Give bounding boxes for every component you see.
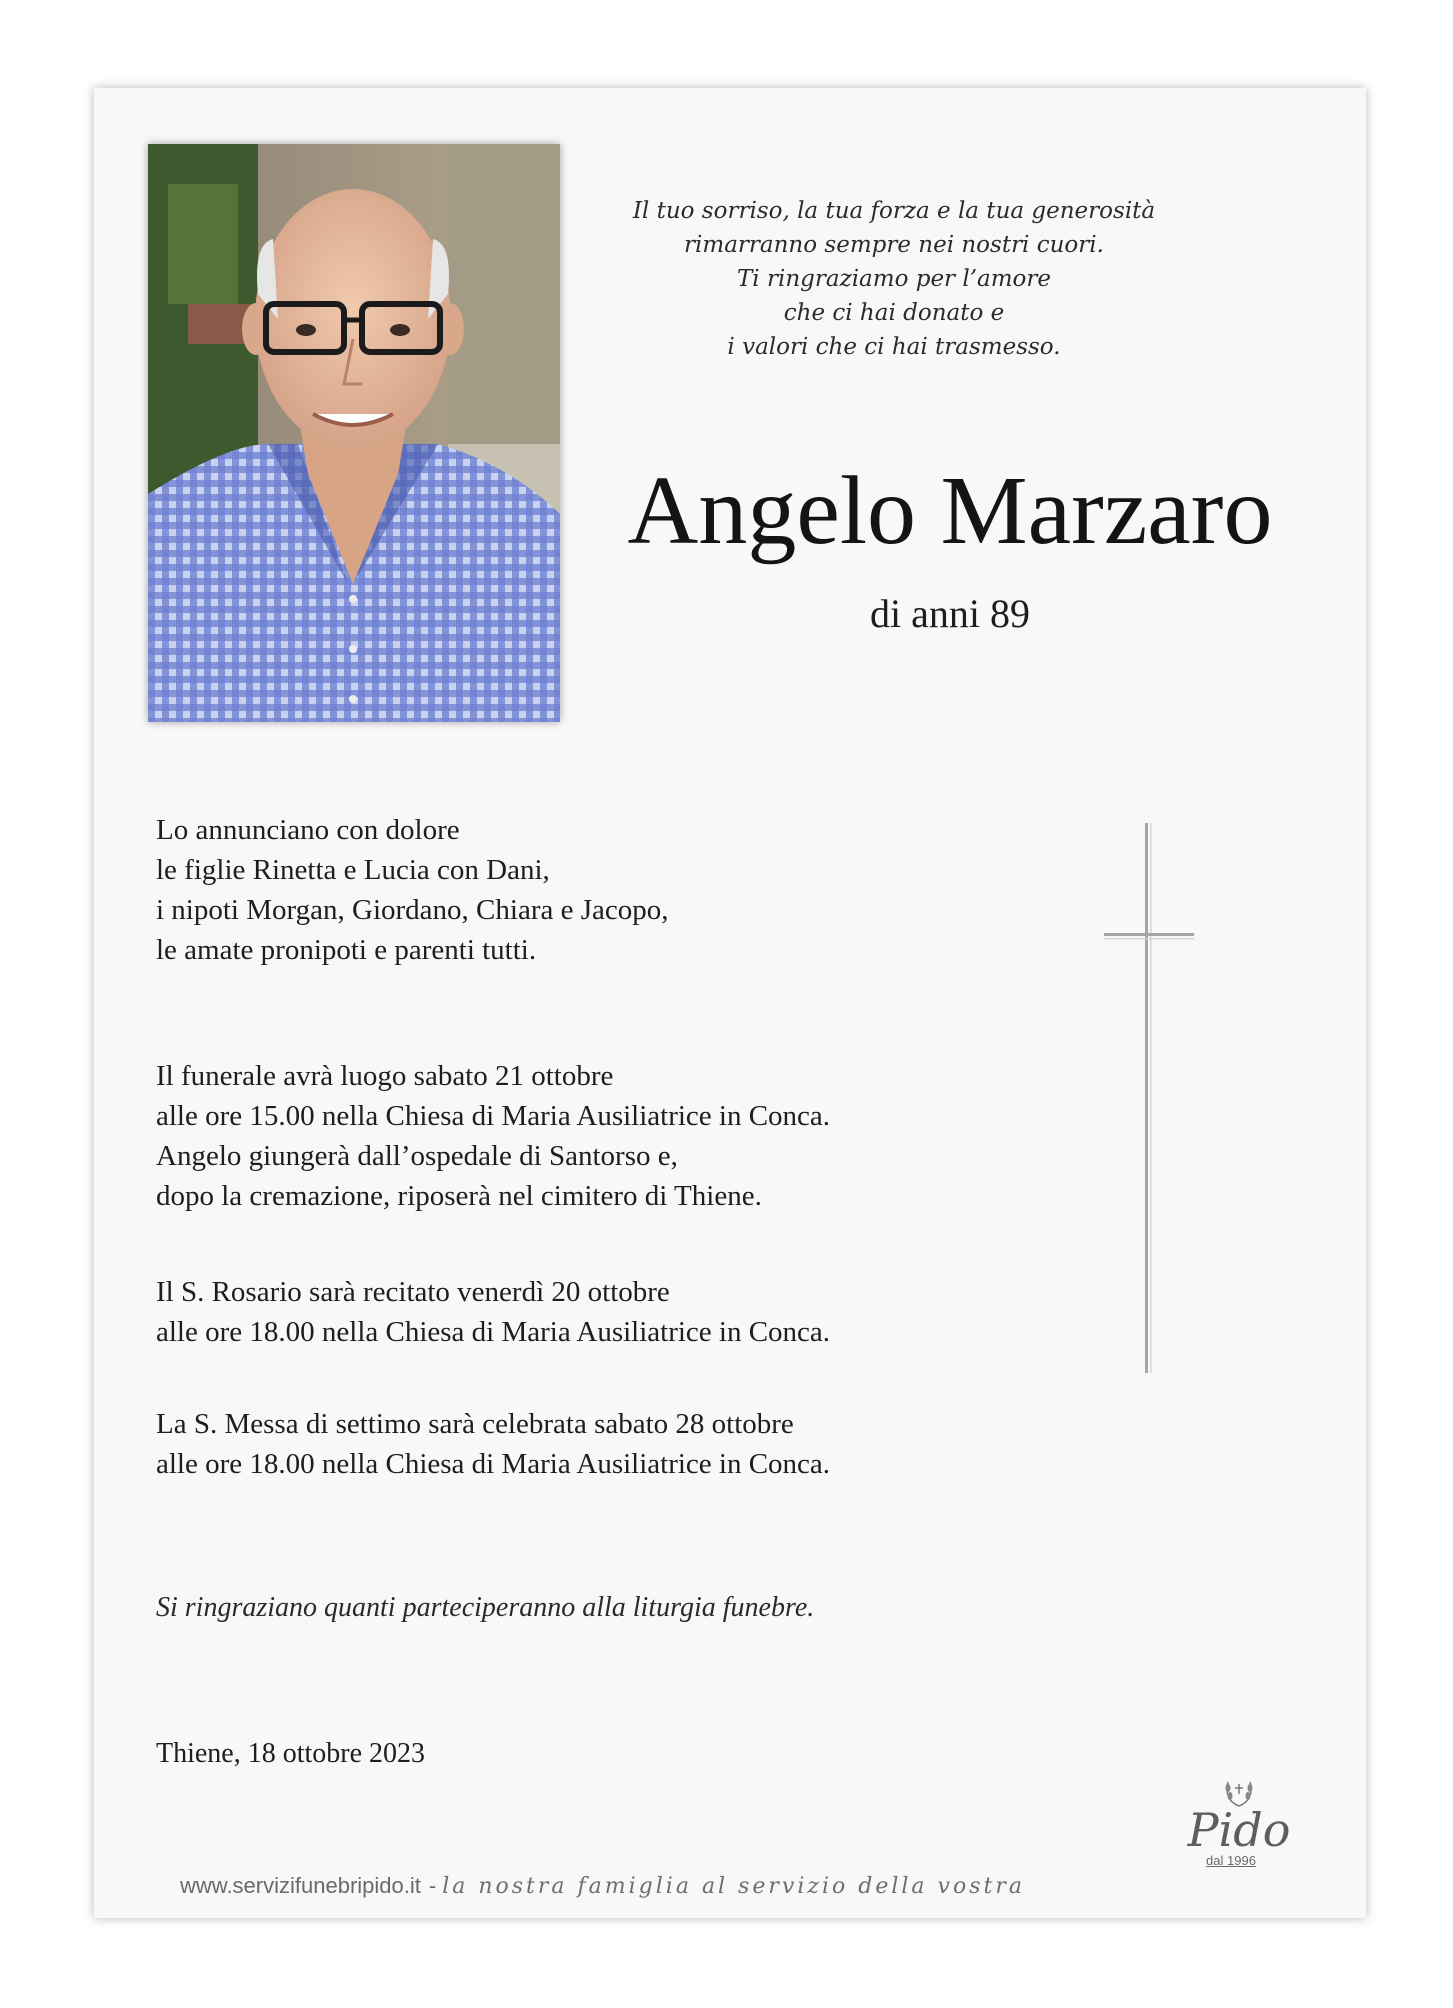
cross-icon — [1104, 823, 1194, 1373]
rosary-paragraph — [156, 1272, 830, 1352]
deceased-name: Angelo Marzaro — [627, 457, 1273, 565]
portrait-image — [148, 144, 560, 722]
verse-line: i valori che ci hai trasmesso. — [727, 334, 1061, 360]
memorial-verse — [594, 194, 1194, 364]
funeral-line: Angelo giungerà dall’ospedale di Santorso e, — [156, 1140, 678, 1172]
mass-line: La S. Messa di settimo sarà celebrata sabato 28 ottobre — [156, 1408, 794, 1440]
mass-line: alle ore 18.00 nella Chiesa di Maria Ausiliatrice in Conca. — [156, 1448, 831, 1480]
footer-separator: - — [428, 1873, 437, 1898]
mass-paragraph — [156, 1404, 830, 1484]
logo-since: dal 1996 — [1206, 1853, 1256, 1868]
verse-line: che ci hai donato e — [783, 300, 1005, 326]
thanks-note: Si ringraziano quanti parteciperanno alla liturgia funebre. — [156, 1592, 815, 1623]
funeral-line: alle ore 15.00 nella Chiesa di Maria Ausiliatrice in Conca. — [156, 1100, 831, 1132]
footer — [180, 1868, 1025, 1905]
announcement-line: Lo annunciano con dolore — [156, 814, 460, 846]
company-logo — [1174, 1778, 1304, 1888]
verse-line: Ti ringraziamo per l’amore — [736, 266, 1052, 292]
announcement-line: le amate pronipoti e parenti tutti. — [156, 934, 537, 966]
funeral-paragraph — [156, 1056, 830, 1216]
obituary-sheet — [94, 88, 1366, 1918]
announcement-line: i nipoti Morgan, Giordano, Chiara e Jacopo, — [156, 894, 669, 926]
funeral-line: dopo la cremazione, riposerà nel cimitero di Thiene. — [156, 1180, 762, 1212]
rosary-line: alle ore 18.00 nella Chiesa di Maria Ausiliatrice in Conca. — [156, 1316, 831, 1348]
website-link[interactable]: www.servizifunebripido.it — [180, 1873, 421, 1898]
announcement-line: le figlie Rinetta e Lucia con Dani, — [156, 854, 550, 886]
logo-brand: Pido — [1187, 1803, 1291, 1857]
rosary-line: Il S. Rosario sarà recitato venerdì 20 ottobre — [156, 1276, 670, 1308]
footer-tagline: la nostra famiglia al servizio della vostra — [442, 1874, 1025, 1899]
deceased-age: di anni 89 — [870, 591, 1030, 636]
verse-line: rimarranno sempre nei nostri cuori. — [684, 232, 1104, 258]
announcement-paragraph — [156, 810, 669, 970]
place-date: Thiene, 18 ottobre 2023 — [156, 1738, 426, 1769]
funeral-line: Il funerale avrà luogo sabato 21 ottobre — [156, 1060, 614, 1092]
verse-line: Il tuo sorriso, la tua forza e la tua generosità — [632, 198, 1156, 224]
portrait-photo — [148, 144, 560, 722]
